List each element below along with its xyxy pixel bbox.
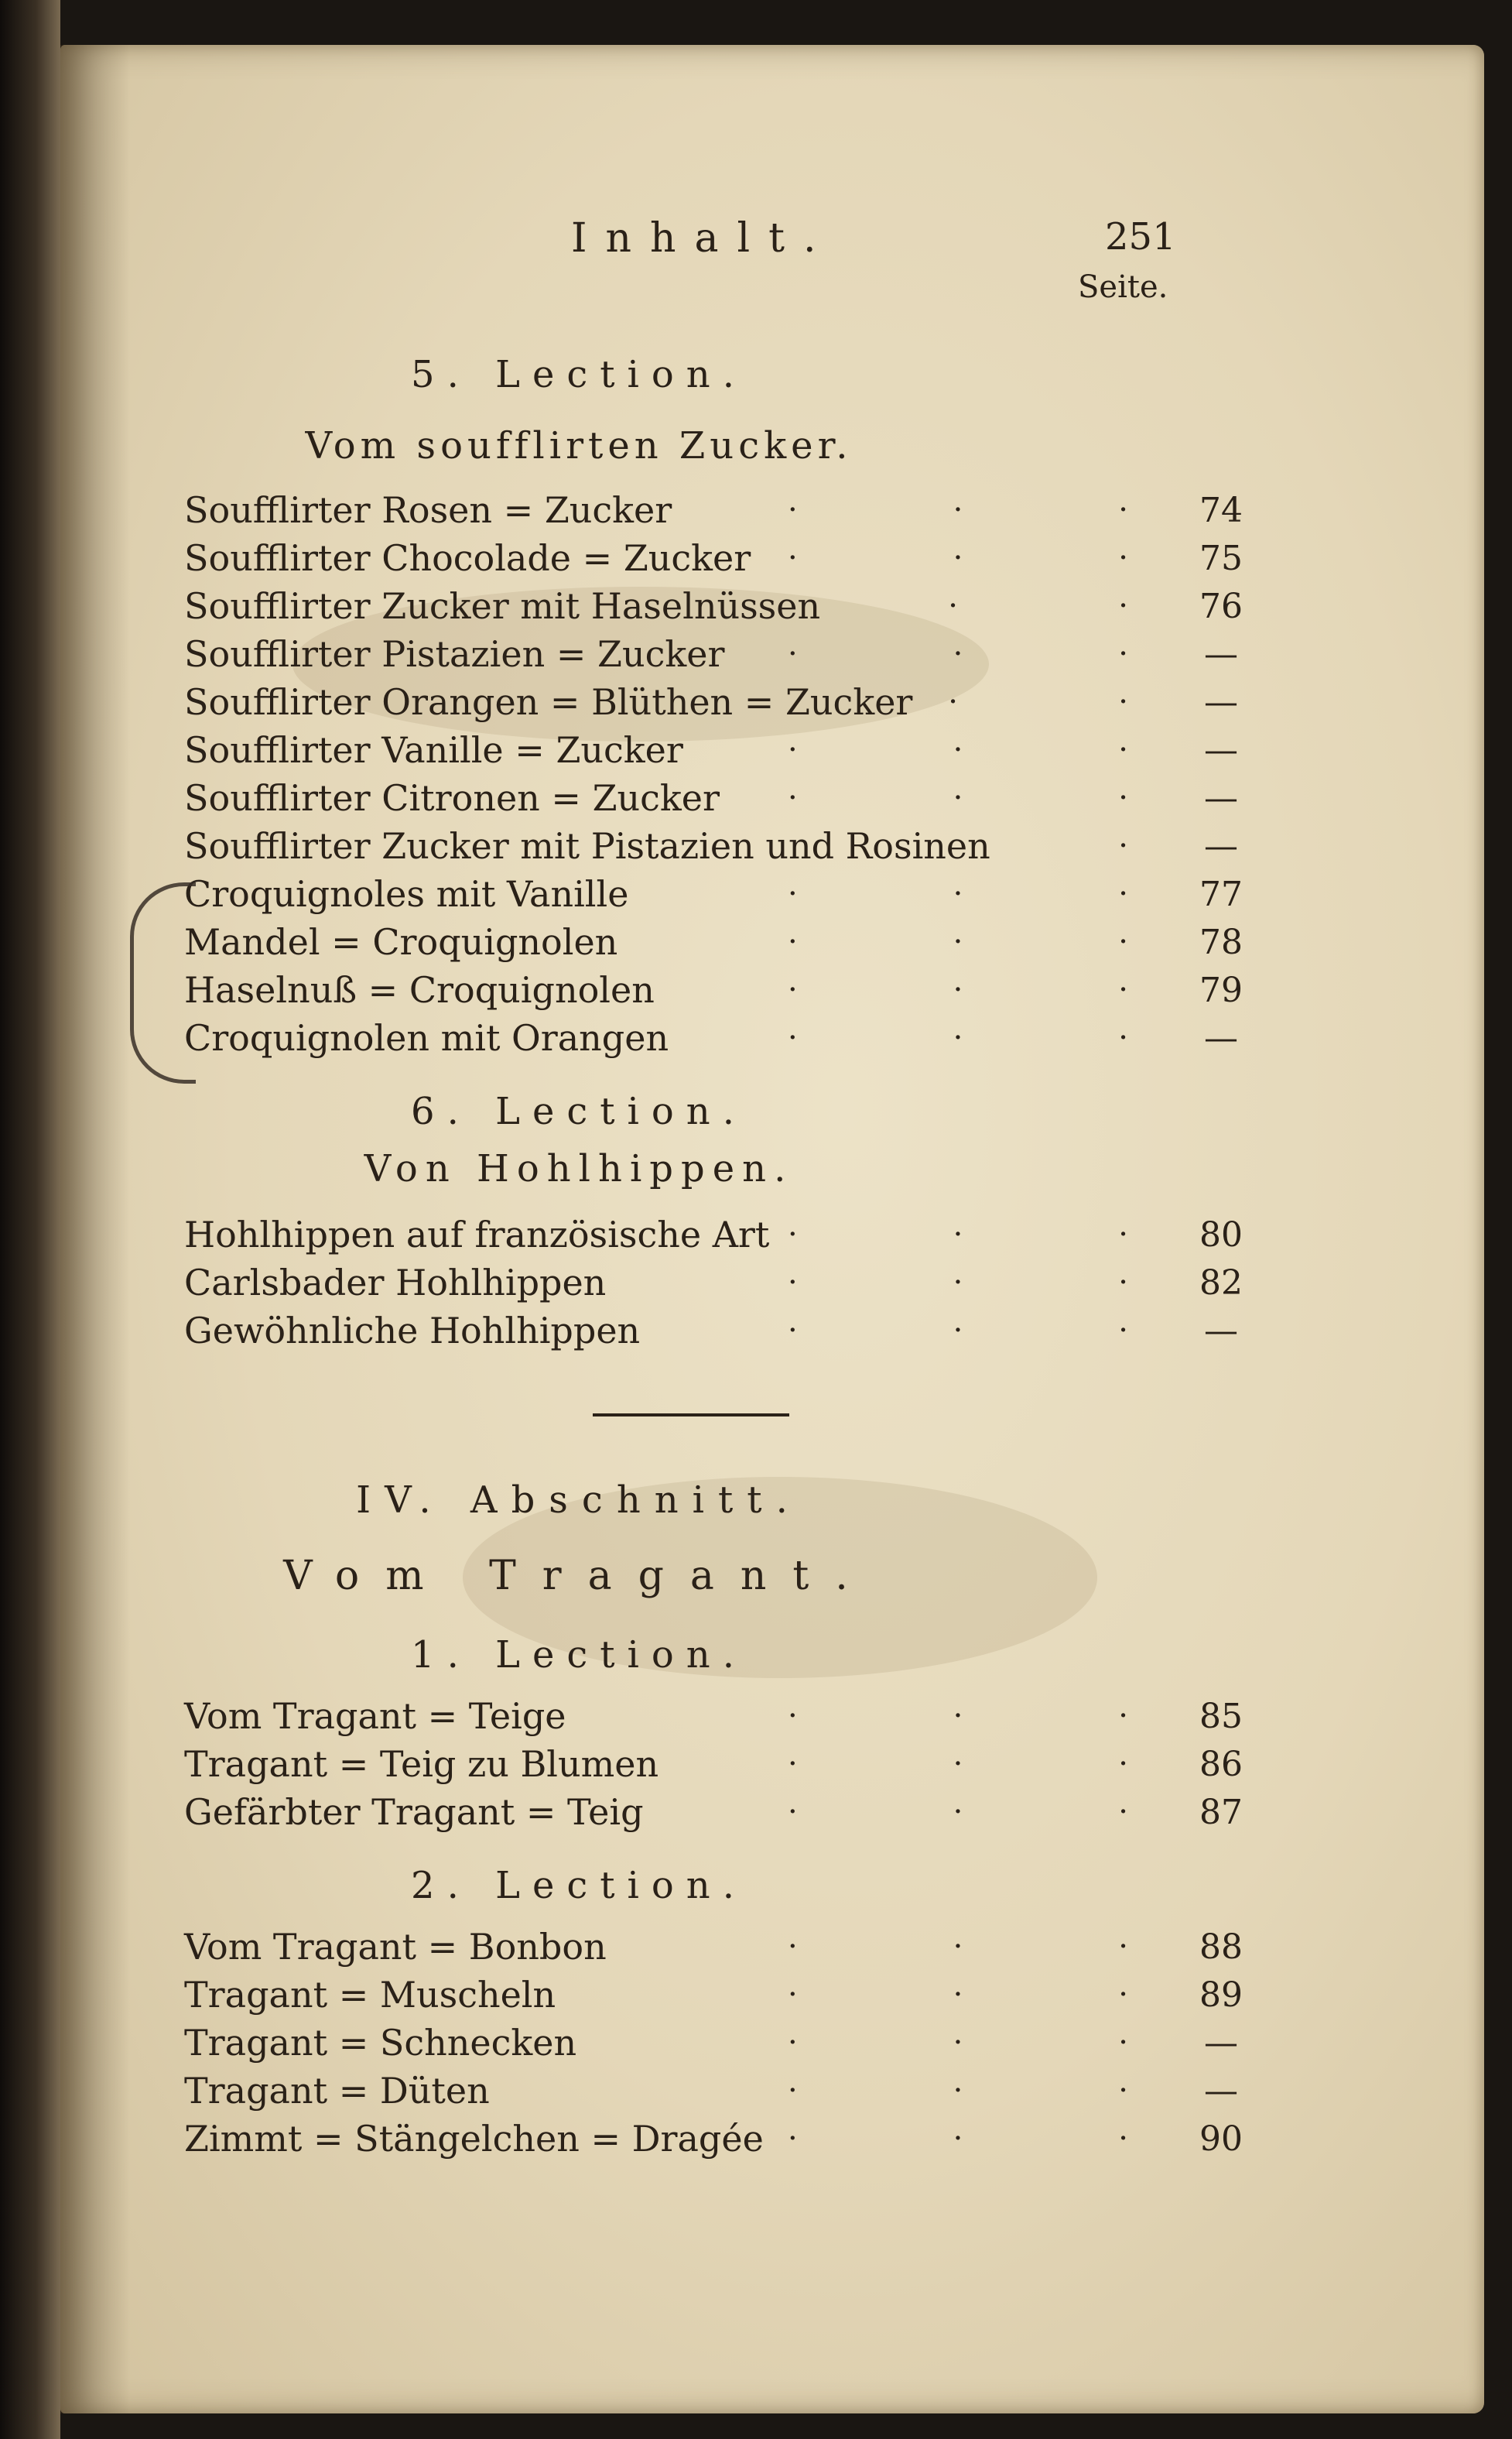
book-spine-edge (0, 0, 60, 2439)
toc-entry-page: 74 (1199, 490, 1243, 530)
leader-dots: · · · (788, 1313, 1128, 1348)
leader-dots: · · · (788, 492, 1128, 528)
toc-entry (184, 2019, 1298, 2067)
toc-entry-page: 85 (1199, 1696, 1243, 1736)
toc-entry-page: — (1204, 2023, 1238, 2063)
toc-entry-label: Gefärbter Tragant = Teig (184, 1791, 644, 1833)
toc-entry-page: 76 (1199, 586, 1243, 626)
toc-entry-label: Tragant = Teig zu Blumen (184, 1743, 659, 1785)
toc-entry-label: Soufflirter Citronen = Zucker (184, 777, 720, 819)
toc-entry-label: Soufflirter Pistazien = Zucker (184, 633, 725, 675)
leader-dots: · · · (788, 1265, 1128, 1300)
toc-entry (184, 1014, 1298, 1062)
leader-dots: · · (948, 588, 1128, 624)
section-divider (593, 1413, 789, 1416)
leader-dots: · · · (788, 2073, 1128, 2108)
leader-dots: · · · (788, 1977, 1128, 2013)
section-heading: 1. Lection. (411, 1633, 747, 1677)
toc-entry-label: Zimmt = Stängelchen = Dragée (184, 2118, 764, 2160)
toc-entry-label: Croquignoles mit Vanille (184, 873, 629, 915)
toc-entry-page: — (1204, 826, 1238, 866)
toc-entry-page: — (1204, 778, 1238, 818)
leader-dots: · · · (788, 732, 1128, 768)
toc-entry-page: 90 (1199, 2119, 1243, 2159)
toc-entry-page: 86 (1199, 1744, 1243, 1784)
toc-entry (184, 822, 1298, 870)
handwritten-bracket-mark (130, 882, 196, 1084)
leader-dots: · · · (788, 1698, 1128, 1734)
leader-dots: · (1118, 828, 1128, 864)
leader-dots: · · · (788, 924, 1128, 960)
toc-entry-label: Gewöhnliche Hohlhippen (184, 1310, 641, 1351)
page-column-label: Seite. (1078, 269, 1168, 305)
toc-entry-page: 78 (1199, 922, 1243, 962)
section-subheading: Vom soufflirten Zucker. (305, 424, 853, 468)
leader-dots: · · · (788, 636, 1128, 672)
toc-entry-label: Haselnuß = Croquignolen (184, 969, 655, 1011)
toc-entry (184, 1211, 1298, 1259)
leader-dots: · · · (788, 540, 1128, 576)
toc-entry (184, 2067, 1298, 2115)
leader-dots: · · · (788, 2025, 1128, 2060)
toc-entry-page: 79 (1199, 970, 1243, 1010)
toc-entry-label: Mandel = Croquignolen (184, 921, 618, 963)
toc-entry (184, 582, 1298, 630)
toc-entry-label: Croquignolen mit Orangen (184, 1017, 669, 1059)
toc-entry-label: Vom Tragant = Bonbon (184, 1926, 607, 1968)
part-title: IV. Abschnitt. (356, 1478, 802, 1522)
toc-entry (184, 2115, 1298, 2163)
toc-entry (184, 486, 1298, 534)
toc-entry-page: 80 (1199, 1214, 1243, 1255)
toc-entry (184, 534, 1298, 582)
part-subtitle: Vom Tragant. (283, 1553, 874, 1599)
toc-entry-label: Soufflirter Zucker mit Haselnüssen (184, 585, 821, 627)
toc-entry-label: Soufflirter Chocolade = Zucker (184, 537, 751, 579)
toc-entry-page: 88 (1199, 1927, 1243, 1967)
toc-entry (184, 1971, 1298, 2019)
toc-entry-label: Hohlhippen auf französische Art (184, 1214, 770, 1255)
toc-entry (184, 630, 1298, 678)
toc-entry-label: Carlsbader Hohlhippen (184, 1262, 607, 1303)
page-title: Inhalt. (571, 215, 835, 262)
leader-dots: · · · (788, 2121, 1128, 2156)
toc-entry-page: 77 (1199, 874, 1243, 914)
toc-entry-label: Soufflirter Zucker mit Pistazien und Rosinen (184, 825, 990, 867)
toc-entry (184, 1692, 1298, 1740)
toc-entry (184, 1788, 1298, 1836)
toc-entry (184, 774, 1298, 822)
page-number: 251 (1105, 215, 1176, 259)
toc-entry (184, 1259, 1298, 1307)
toc-entry-page: — (1204, 1310, 1238, 1351)
leader-dots: · · · (788, 1929, 1128, 1965)
toc-entry-label: Soufflirter Vanille = Zucker (184, 729, 683, 771)
toc-entry-page: — (1204, 1018, 1238, 1058)
leader-dots: · · · (788, 1020, 1128, 1056)
toc-entry (184, 1923, 1298, 1971)
leader-dots: · · · (788, 876, 1128, 912)
toc-entry-label: Tragant = Muscheln (184, 1974, 556, 2016)
toc-entry (184, 966, 1298, 1014)
toc-entry-label: Soufflirter Orangen = Blüthen = Zucker (184, 681, 913, 723)
toc-entry-page: 87 (1199, 1792, 1243, 1832)
leader-dots: · · · (788, 780, 1128, 816)
section-heading: 6. Lection. (411, 1090, 747, 1133)
toc-entry-page: — (1204, 682, 1238, 722)
toc-entry-page: 75 (1199, 538, 1243, 578)
leader-dots: · · · (788, 1794, 1128, 1830)
section-heading: 5. Lection. (411, 353, 747, 396)
toc-entry (184, 678, 1298, 726)
toc-entry-page: — (1204, 730, 1238, 770)
toc-entry-label: Tragant = Schnecken (184, 2022, 577, 2064)
leader-dots: · · · (788, 1217, 1128, 1252)
toc-entry-page: 82 (1199, 1262, 1243, 1303)
toc-entry-page: — (1204, 634, 1238, 674)
leader-dots: · · · (788, 972, 1128, 1008)
leader-dots: · · · (788, 1746, 1128, 1782)
book-page (60, 45, 1484, 2413)
toc-entry (184, 870, 1298, 918)
toc-entry (184, 1307, 1298, 1355)
toc-entry-page: 89 (1199, 1975, 1243, 2015)
toc-entry-label: Vom Tragant = Teige (184, 1695, 566, 1737)
page-gutter-shadow (60, 45, 130, 2413)
toc-entry-label: Soufflirter Rosen = Zucker (184, 489, 672, 531)
toc-entry-label: Tragant = Düten (184, 2070, 490, 2112)
section-subheading: Von Hohlhippen. (364, 1147, 794, 1190)
leader-dots: · · (948, 684, 1128, 720)
toc-entry (184, 918, 1298, 966)
toc-entry (184, 1740, 1298, 1788)
toc-entry-page: — (1204, 2071, 1238, 2111)
section-heading: 2. Lection. (411, 1864, 747, 1907)
toc-entry (184, 726, 1298, 774)
